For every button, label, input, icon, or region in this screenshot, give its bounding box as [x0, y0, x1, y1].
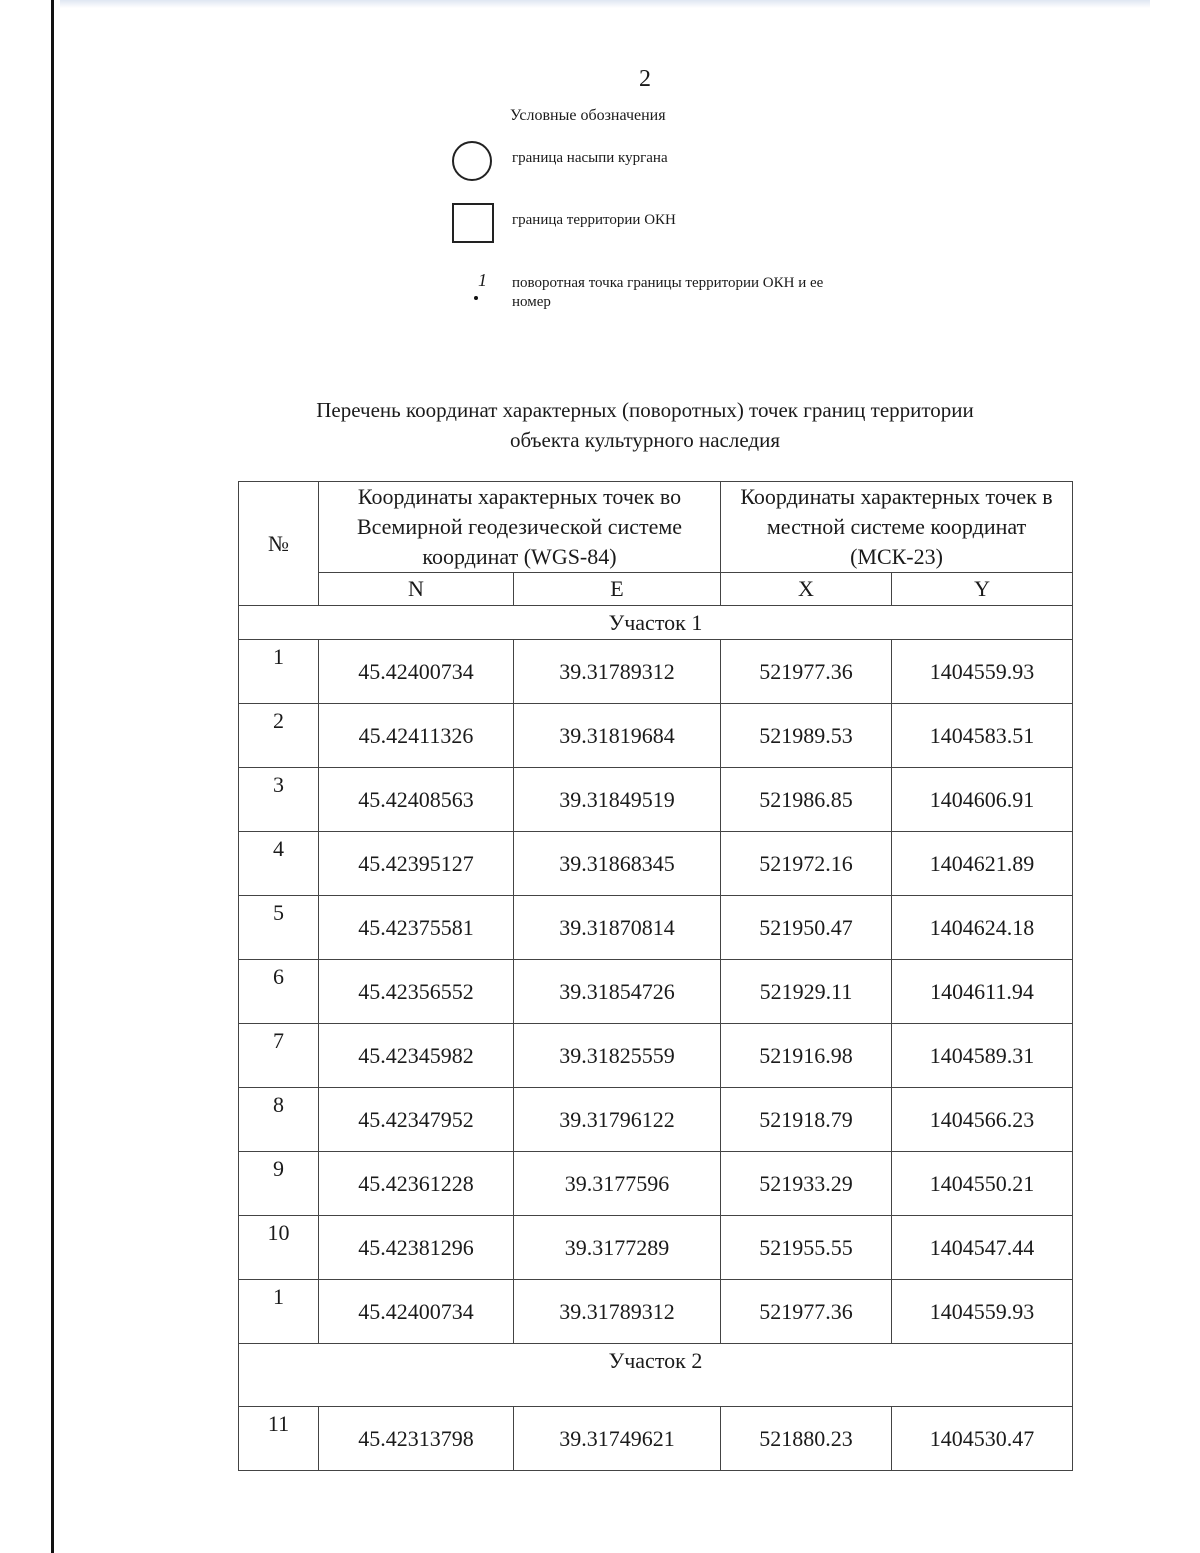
section-label: Участок 1 [239, 606, 1073, 640]
cell-x: 521916.98 [721, 1024, 892, 1088]
cell-number: 3 [239, 768, 319, 832]
cell-n: 45.42411326 [319, 704, 514, 768]
cell-y: 1404550.21 [892, 1152, 1073, 1216]
legend-item-turning-point [452, 272, 872, 322]
cell-n: 45.42381296 [319, 1216, 514, 1280]
cell-n: 45.42375581 [319, 896, 514, 960]
cell-x: 521880.23 [721, 1407, 892, 1471]
page-left-edge [51, 0, 54, 1553]
cell-n: 45.42400734 [319, 640, 514, 704]
cell-number: 2 [239, 704, 319, 768]
cell-e: 39.31789312 [514, 1280, 721, 1344]
cell-e: 39.31819684 [514, 704, 721, 768]
column-header-y: Y [892, 573, 1073, 606]
legend-item-label: граница территории ОКН [512, 212, 676, 228]
table-row [239, 896, 1073, 960]
legend-item-label: граница насыпи кургана [512, 150, 668, 166]
cell-number: 9 [239, 1152, 319, 1216]
section-row [239, 606, 1073, 640]
circle-outline-icon [452, 141, 492, 181]
cell-n: 45.42400734 [319, 1280, 514, 1344]
cell-number: 6 [239, 960, 319, 1024]
cell-number: 1 [239, 640, 319, 704]
cell-x: 521950.47 [721, 896, 892, 960]
square-outline-icon [452, 203, 494, 243]
point-number-digit: 1 [478, 270, 487, 290]
cell-n: 45.42356552 [319, 960, 514, 1024]
cell-e: 39.31854726 [514, 960, 721, 1024]
table-row [239, 1407, 1073, 1471]
table-row [239, 960, 1073, 1024]
section-row [239, 1344, 1073, 1407]
table-row [239, 768, 1073, 832]
cell-x: 521977.36 [721, 640, 892, 704]
cell-e: 39.3177596 [514, 1152, 721, 1216]
column-header-number: № [239, 482, 319, 606]
cell-number: 11 [239, 1407, 319, 1471]
cell-x: 521986.85 [721, 768, 892, 832]
document-title [200, 395, 1090, 455]
document-title-line-1: Перечень координат характерных (поворотных) точек границ территории [316, 398, 974, 422]
cell-x: 521972.16 [721, 832, 892, 896]
cell-number: 10 [239, 1216, 319, 1280]
cell-y: 1404611.94 [892, 960, 1073, 1024]
legend-item-territory-boundary [452, 203, 872, 245]
cell-e: 39.31825559 [514, 1024, 721, 1088]
scan-top-band [60, 0, 1150, 8]
cell-number: 8 [239, 1088, 319, 1152]
coordinates-table [238, 481, 1073, 1471]
cell-y: 1404589.31 [892, 1024, 1073, 1088]
column-group-header-msk23: Координаты характерных точек в местной системе координат (МСК-23) [721, 482, 1073, 573]
cell-x: 521977.36 [721, 1280, 892, 1344]
cell-n: 45.42345982 [319, 1024, 514, 1088]
cell-number: 1 [239, 1280, 319, 1344]
column-header-e: E [514, 573, 721, 606]
cell-x: 521933.29 [721, 1152, 892, 1216]
document-title-line-2: объекта культурного наследия [510, 428, 780, 452]
numbered-point-icon [472, 272, 492, 308]
section-label: Участок 2 [239, 1344, 1073, 1407]
cell-x: 521955.55 [721, 1216, 892, 1280]
cell-n: 45.42347952 [319, 1088, 514, 1152]
cell-n: 45.42313798 [319, 1407, 514, 1471]
cell-y: 1404621.89 [892, 832, 1073, 896]
table-row [239, 1088, 1073, 1152]
cell-y: 1404559.93 [892, 640, 1073, 704]
column-header-x: X [721, 573, 892, 606]
cell-y: 1404530.47 [892, 1407, 1073, 1471]
cell-number: 4 [239, 832, 319, 896]
table-row [239, 1024, 1073, 1088]
cell-e: 39.31749621 [514, 1407, 721, 1471]
cell-e: 39.31789312 [514, 640, 721, 704]
cell-e: 39.31796122 [514, 1088, 721, 1152]
point-dot [474, 296, 478, 300]
cell-e: 39.3177289 [514, 1216, 721, 1280]
cell-e: 39.31849519 [514, 768, 721, 832]
table-row [239, 1280, 1073, 1344]
cell-y: 1404583.51 [892, 704, 1073, 768]
column-group-header-wgs84: Координаты характерных точек во Всемирной геодезической системе координат (WGS-84) [319, 482, 721, 573]
table-row [239, 832, 1073, 896]
cell-e: 39.31868345 [514, 832, 721, 896]
cell-y: 1404559.93 [892, 1280, 1073, 1344]
cell-y: 1404624.18 [892, 896, 1073, 960]
cell-y: 1404566.23 [892, 1088, 1073, 1152]
legend-title: Условные обозначения [510, 107, 666, 124]
cell-number: 5 [239, 896, 319, 960]
legend-item-label: поворотная точка границы территории ОКН и ее номер [512, 275, 824, 310]
table-row [239, 1216, 1073, 1280]
cell-number: 7 [239, 1024, 319, 1088]
cell-x: 521989.53 [721, 704, 892, 768]
column-header-n: N [319, 573, 514, 606]
cell-n: 45.42361228 [319, 1152, 514, 1216]
table-row [239, 1152, 1073, 1216]
table-row [239, 640, 1073, 704]
page-number: 2 [639, 66, 651, 92]
table-row [239, 704, 1073, 768]
cell-x: 521929.11 [721, 960, 892, 1024]
cell-y: 1404606.91 [892, 768, 1073, 832]
legend-item-mound-boundary [452, 141, 872, 183]
cell-n: 45.42395127 [319, 832, 514, 896]
cell-x: 521918.79 [721, 1088, 892, 1152]
cell-y: 1404547.44 [892, 1216, 1073, 1280]
cell-e: 39.31870814 [514, 896, 721, 960]
cell-n: 45.42408563 [319, 768, 514, 832]
